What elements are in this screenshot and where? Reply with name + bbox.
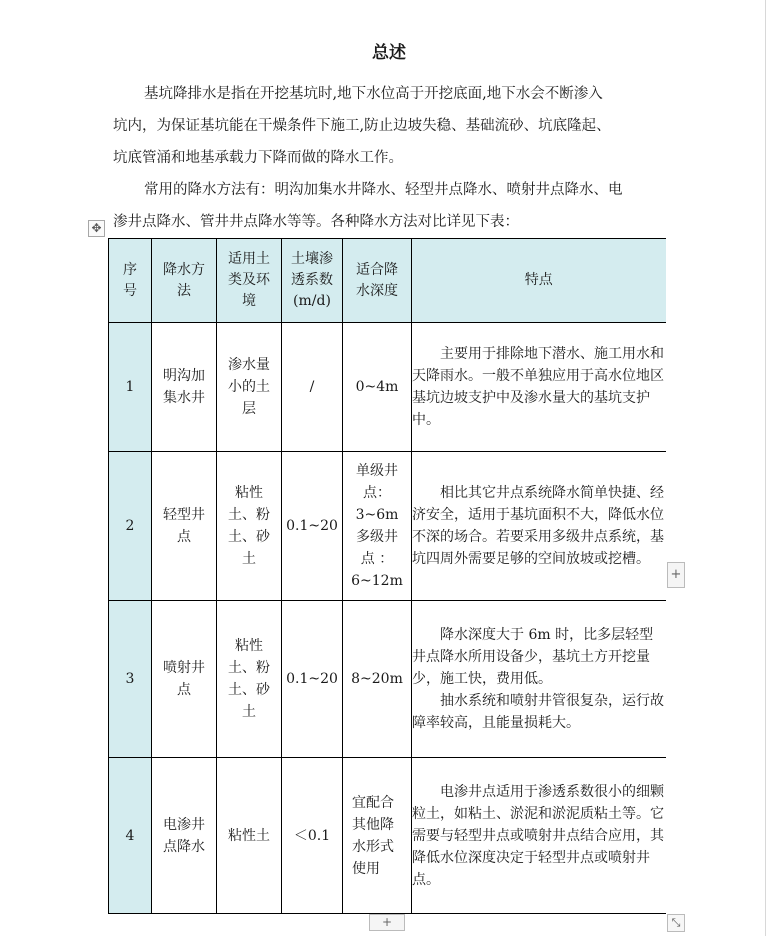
table-resize-handle-icon[interactable]: ⤡ xyxy=(667,914,685,932)
cell-no: 2 xyxy=(109,452,152,601)
table-row xyxy=(109,452,666,601)
paragraph-line: 渗井点降水、管井井点降水等等。各种降水方法对比详见下表： xyxy=(113,214,519,230)
cell-method: 轻型井 点 xyxy=(152,452,217,601)
cell-no: 4 xyxy=(109,758,152,914)
cell-feature: 主要用于排除地下潜水、施工用水和天降雨水。一般不单独应用于高水位地区基坑边坡支护中及渗水量大的基坑支护中。 xyxy=(412,323,666,452)
cell-depth: 0~4m xyxy=(343,323,412,452)
cell-method: 电渗井 点降水 xyxy=(152,758,217,914)
paragraph-line: 坑底管涌和地基承载力下降而做的降水工作。 xyxy=(113,150,403,166)
add-column-button[interactable]: + xyxy=(667,562,685,588)
header-soil: 适用土 类及环 境 xyxy=(217,239,282,323)
paragraph-line: 坑内，为保证基坑能在干燥条件下施工,防止边坡失稳、基础流砂、坑底隆起、 xyxy=(113,118,611,134)
header-method: 降水方 法 xyxy=(152,239,217,323)
cell-feature: 降水深度大于 6m 时，比多层轻型井点降水所用设备少，基坑土方开挖量少，施工快，费用低。 抽水系统和喷射井管很复杂，运行故障率较高，且能量损耗大。 xyxy=(412,601,666,758)
cell-permeability: 0.1~20 xyxy=(282,601,343,758)
document-title: 总述 xyxy=(372,43,406,63)
cell-depth: 宜配合 其他降 水形式 使用 xyxy=(343,758,412,914)
table-row xyxy=(109,323,666,452)
header-no: 序 号 xyxy=(109,239,152,323)
cell-depth: 8~20m xyxy=(343,601,412,758)
paragraph-line: 基坑降排水是指在开挖基坑时,地下水位高于开挖底面,地下水会不断渗入 xyxy=(144,86,603,102)
header-depth: 适合降 水深度 xyxy=(343,239,412,323)
table-header-row xyxy=(109,239,666,323)
table-row xyxy=(109,758,666,914)
cell-depth: 单级井 点：3~6m 多级井 点 ： 6~12m xyxy=(343,452,412,601)
cell-method: 明沟加 集水井 xyxy=(152,323,217,452)
cell-soil: 粘性 土、粉 土、砂 土 xyxy=(217,601,282,758)
cell-feature: 相比其它井点系统降水简单快捷、经济安全，适用于基坑面积不大，降低水位不深的场合。若要采用多级井点系统，基坑四周外需要足够的空间放坡或挖槽。 xyxy=(412,452,666,601)
page-edge xyxy=(765,0,766,936)
paragraph-methods xyxy=(113,174,653,238)
paragraph-intro xyxy=(113,78,653,174)
dewatering-comparison-table xyxy=(108,238,666,914)
cell-no: 3 xyxy=(109,601,152,758)
header-permeability: 土壤渗 透系数 (m/d) xyxy=(282,239,343,323)
cell-no: 1 xyxy=(109,323,152,452)
cell-soil: 粘性 土、粉 土、砂 土 xyxy=(217,452,282,601)
cell-method: 喷射井 点 xyxy=(152,601,217,758)
cell-soil: 渗水量 小的土 层 xyxy=(217,323,282,452)
add-row-button[interactable]: + xyxy=(369,914,405,931)
cell-permeability: / xyxy=(282,323,343,452)
table-row xyxy=(109,601,666,758)
cell-feature: 电渗井点适用于渗透系数很小的细颗粒土，如粘土、淤泥和淤泥质粘土等。它需要与轻型井点或喷射井点结合应用，其降低水位深度决定于轻型井点或喷射井点。 xyxy=(412,758,666,914)
table-move-handle-icon[interactable]: ✥ xyxy=(88,220,105,237)
cell-soil: 粘性土 xyxy=(217,758,282,914)
cell-permeability: ＜0.1 xyxy=(282,758,343,914)
paragraph-line: 常用的降水方法有：明沟加集水井降水、轻型井点降水、喷射井点降水、电 xyxy=(144,182,623,198)
header-feature: 特点 xyxy=(412,239,666,323)
cell-permeability: 0.1~20 xyxy=(282,452,343,601)
